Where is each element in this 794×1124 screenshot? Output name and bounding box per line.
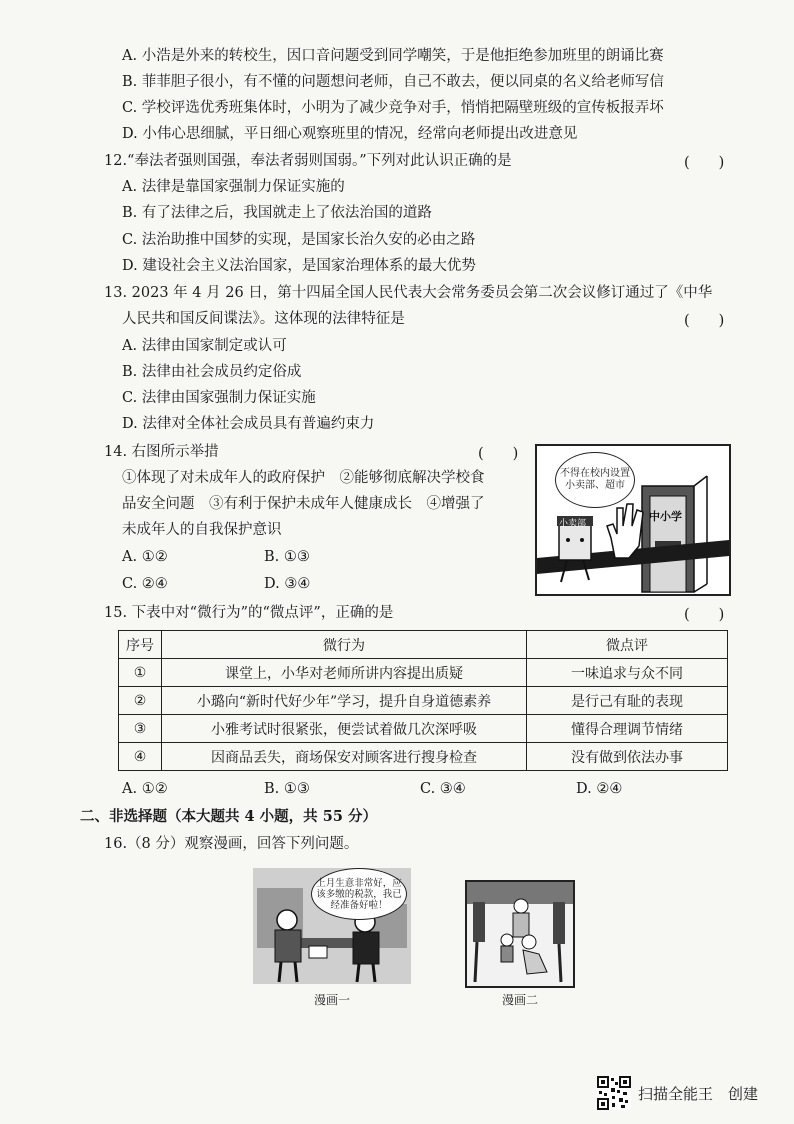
q16-comic-two-drawing	[467, 882, 573, 986]
table-cell-comment: 是行己有耻的表现	[527, 687, 728, 715]
q14-shop-sign: 小卖部	[559, 519, 587, 529]
q15-table	[118, 630, 728, 771]
table-row	[119, 743, 728, 771]
table-cell-behavior: 小璐向“新时代好少年”学习，提升自身道德素养	[162, 687, 527, 715]
q16-comic-two-caption: 漫画二	[502, 993, 539, 1007]
q13-option-b: B. 法律由社会成员约定俗成	[122, 364, 302, 380]
q14-answer-paren: ( )	[478, 446, 519, 462]
q14-body-line1: ①体现了对未成年人的政府保护 ②能够彻底解决学校食	[122, 470, 485, 486]
q13-stem-line1: 13. 2023 年 4 月 26 日，第十四届全国人民代表大会常务委员会第二次会议修订通过了《中华	[104, 285, 713, 301]
q11-option-a: A. 小浩是外来的转校生，因口音问题受到同学嘲笑，于是他拒绝参加班里的朗诵比赛	[122, 48, 664, 64]
watermark-text: 扫描全能王 创建	[638, 1085, 759, 1103]
table-cell-number: ③	[119, 715, 162, 743]
q13-answer-paren: ( )	[684, 313, 725, 329]
q13-option-c: C. 法律由国家强制力保证实施	[122, 390, 316, 406]
q14-body-line3: 未成年人的自我保护意识	[122, 522, 282, 538]
q16-comic-one	[253, 868, 411, 984]
q13-stem-line2: 人民共和国反间谍法》。这体现的法律特征是	[122, 311, 405, 327]
table-cell-behavior: 课堂上，小华对老师所讲内容提出质疑	[162, 659, 527, 687]
q14-body-line2: 品安全问题 ③有利于保护未成年人健康成长 ④增强了	[122, 496, 485, 512]
table-row	[119, 715, 728, 743]
table-cell-number: ①	[119, 659, 162, 687]
table-header-row	[119, 631, 728, 659]
table-cell-comment: 一味追求与众不同	[527, 659, 728, 687]
q12-option-c: C. 法治助推中国梦的实现，是国家长治久安的必由之路	[122, 232, 476, 248]
q15-option-d: D. ②④	[576, 781, 623, 797]
q15-answer-paren: ( )	[684, 607, 725, 623]
table-header-behavior: 微行为	[162, 631, 527, 659]
q11-option-d: D. 小伟心思细腻，平日细心观察班里的情况，经常向老师提出改进意见	[122, 126, 578, 142]
q14-option-c: C. ②④	[122, 576, 168, 592]
q11-option-b: B. 菲菲胆子很小，有不懂的问题想问老师，自己不敢去，便以同桌的名义给老师写信	[122, 74, 664, 90]
table-header-comment: 微点评	[527, 631, 728, 659]
q14-option-b: B. ①③	[264, 549, 310, 565]
table-cell-number: ④	[119, 743, 162, 771]
qr-code-icon	[597, 1076, 631, 1110]
q16-comic-one-bubble: 上月生意非常好，应该多缴的税款，我已经准备好啦！	[311, 868, 407, 920]
q12-option-a: A. 法律是靠国家强制力保证实施的	[122, 179, 345, 195]
table-cell-behavior: 因商品丢失，商场保安对顾客进行搜身检查	[162, 743, 527, 771]
q14-school-sign: 中小学	[649, 510, 682, 523]
q15-option-a: A. ①②	[122, 781, 168, 797]
q11-option-c: C. 学校评选优秀班集体时，小明为了减少竞争对手，悄悄把隔壁班级的宣传板报弄坏	[122, 100, 664, 116]
q12-option-b: B. 有了法律之后，我国就走上了依法治国的道路	[122, 205, 432, 221]
table-cell-number: ②	[119, 687, 162, 715]
q12-option-d: D. 建设社会主义法治国家，是国家治理体系的最大优势	[122, 258, 476, 274]
q13-option-a: A. 法律由国家制定或认可	[122, 338, 287, 354]
table-cell-comment: 没有做到依法办事	[527, 743, 728, 771]
table-header-number: 序号	[119, 631, 162, 659]
q16-comic-two	[465, 880, 575, 988]
table-row	[119, 659, 728, 687]
table-cell-behavior: 小雅考试时很紧张，便尝试着做几次深呼吸	[162, 715, 527, 743]
section-heading: 二、非选择题（本大题共 4 小题，共 55 分）	[80, 808, 377, 825]
q14-option-d: D. ③④	[264, 576, 311, 592]
qr-code-graphic	[597, 1076, 631, 1110]
q16-comic-one-caption: 漫画一	[314, 993, 351, 1007]
q14-stem: 14. 右图所示举措	[104, 444, 219, 460]
q15-stem: 15. 下表中对“微行为”的“微点评”，正确的是	[104, 605, 394, 621]
q12-stem: 12.“奉法者强则国强，奉法者弱则国弱。”下列对此认识正确的是	[104, 153, 512, 169]
q15-option-b: B. ①③	[264, 781, 310, 797]
q13-option-d: D. 法律对全体社会成员具有普遍约束力	[122, 416, 375, 432]
table-row	[119, 687, 728, 715]
q12-answer-paren: ( )	[684, 155, 725, 171]
q16-stem: 16.（8 分）观察漫画，回答下列问题。	[104, 836, 359, 852]
q15-option-c: C. ③④	[420, 781, 466, 797]
table-cell-comment: 懂得合理调节情绪	[527, 715, 728, 743]
q14-comic	[535, 444, 731, 596]
q14-speech-bubble: 不得在校内设置小卖部、超市	[555, 452, 635, 508]
q14-option-a: A. ①②	[122, 549, 168, 565]
